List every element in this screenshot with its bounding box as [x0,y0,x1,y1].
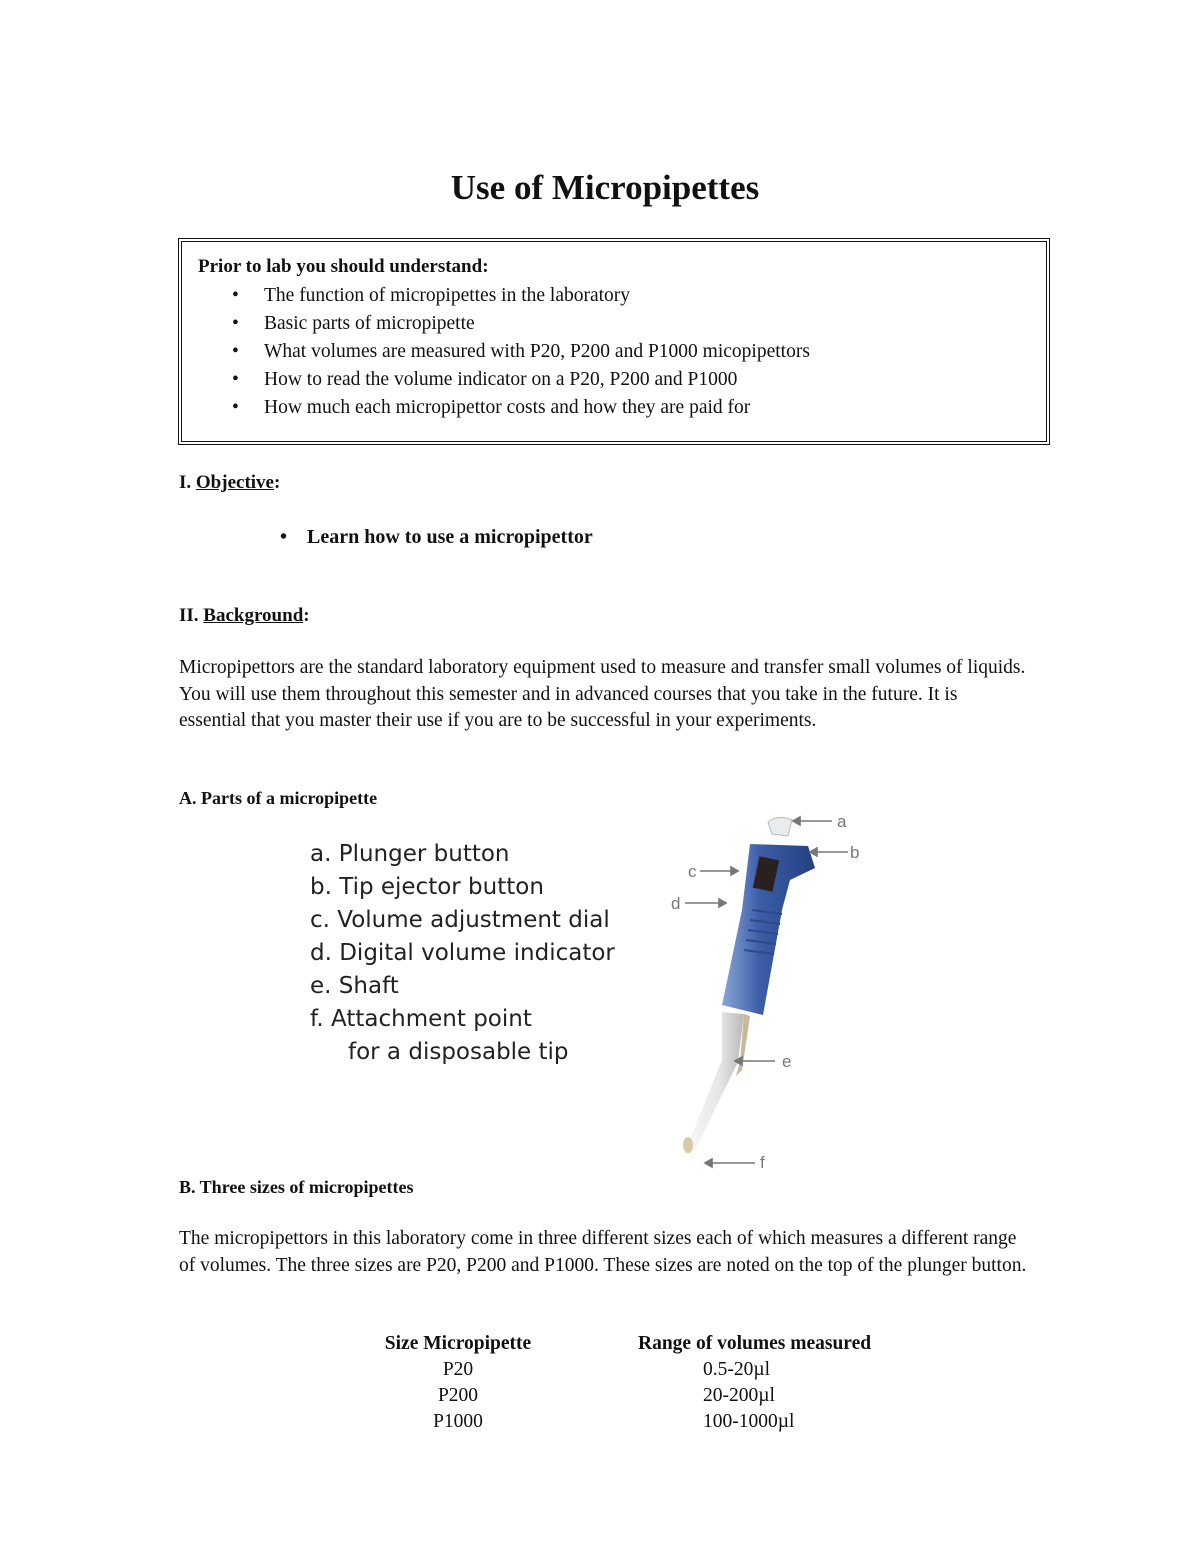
parts-heading: A. Parts of a micropipette [179,788,378,808]
background-paragraph: Micropipettors are the standard laboratory equipment used to measure and transfer small volumes of liquids. You will use them throughout this semester and in advanced courses that you take in the future. It is essential that you master their use if you are to be successful in your experiments. [179,657,1026,731]
sizes-paragraph: The micropipettors in this laboratory come in three different sizes each of which measures a different range of volumes. The three sizes are P20, P200 and P1000. These sizes are noted on the top of the plunger button. [179,1228,1027,1276]
label-e: e [782,1052,792,1071]
pipette-image [683,817,815,1156]
table-cell: P1000 [433,1411,483,1432]
section-colon: : [273,472,281,493]
part-item: b. Tip ejector button [310,874,544,900]
label-a: a [837,812,847,831]
micropipette-diagram [660,800,880,1190]
part-item: d. Digital volume indicator [310,940,615,966]
table-cell: 100-1000µl [703,1411,795,1432]
prior-heading: Prior to lab you should understand: [198,256,489,277]
part-item: f. Attachment point [310,1006,532,1032]
objective-item: • Learn how to use a micropipettor [280,526,593,548]
list-item: • What volumes are measured with P20, P200 and P1000 micopipettors [232,338,810,366]
list-item: • The function of micropipettes in the laboratory [232,282,810,310]
section-colon: : [303,605,310,626]
label-b: b [850,843,860,862]
table-column [358,1331,558,1435]
part-item: c. Volume adjustment dial [310,907,610,933]
table-column [630,1331,910,1435]
section-label: Background [203,605,304,626]
section-number: I. [179,472,196,493]
part-item: for a disposable tip [348,1039,569,1065]
table-header: Range of volumes measured [638,1333,872,1354]
section-label: Objective [195,472,274,493]
label-d: d [671,894,681,913]
prior-list [232,282,810,422]
objective-text: Learn how to use a micropipettor [307,526,593,548]
section-number: II. [179,605,204,626]
table-cell: P200 [437,1385,479,1406]
part-item: a. Plunger button [310,841,510,867]
label-c: c [688,862,697,881]
parts-list [310,838,615,1069]
sizes-heading: B. Three sizes of micropipettes [179,1177,414,1197]
part-item: e. Shaft [310,973,399,999]
page-title: Use of Micropipettes [450,168,760,207]
list-item: • How much each micropipettor costs and how they are paid for [232,394,810,422]
list-item: • How to read the volume indicator on a P20, P200 and P1000 [232,366,810,394]
table-header: Size Micropipette [384,1333,532,1354]
list-item: • Basic parts of micropipette [232,310,810,338]
table-cell: 0.5-20µl [703,1359,771,1380]
table-cell: P20 [442,1359,474,1380]
prior-knowledge-box [178,238,1050,445]
label-f: f [760,1153,765,1172]
background-heading [179,605,310,627]
objective-heading [179,472,280,494]
table-cell: 20-200µl [703,1385,775,1406]
